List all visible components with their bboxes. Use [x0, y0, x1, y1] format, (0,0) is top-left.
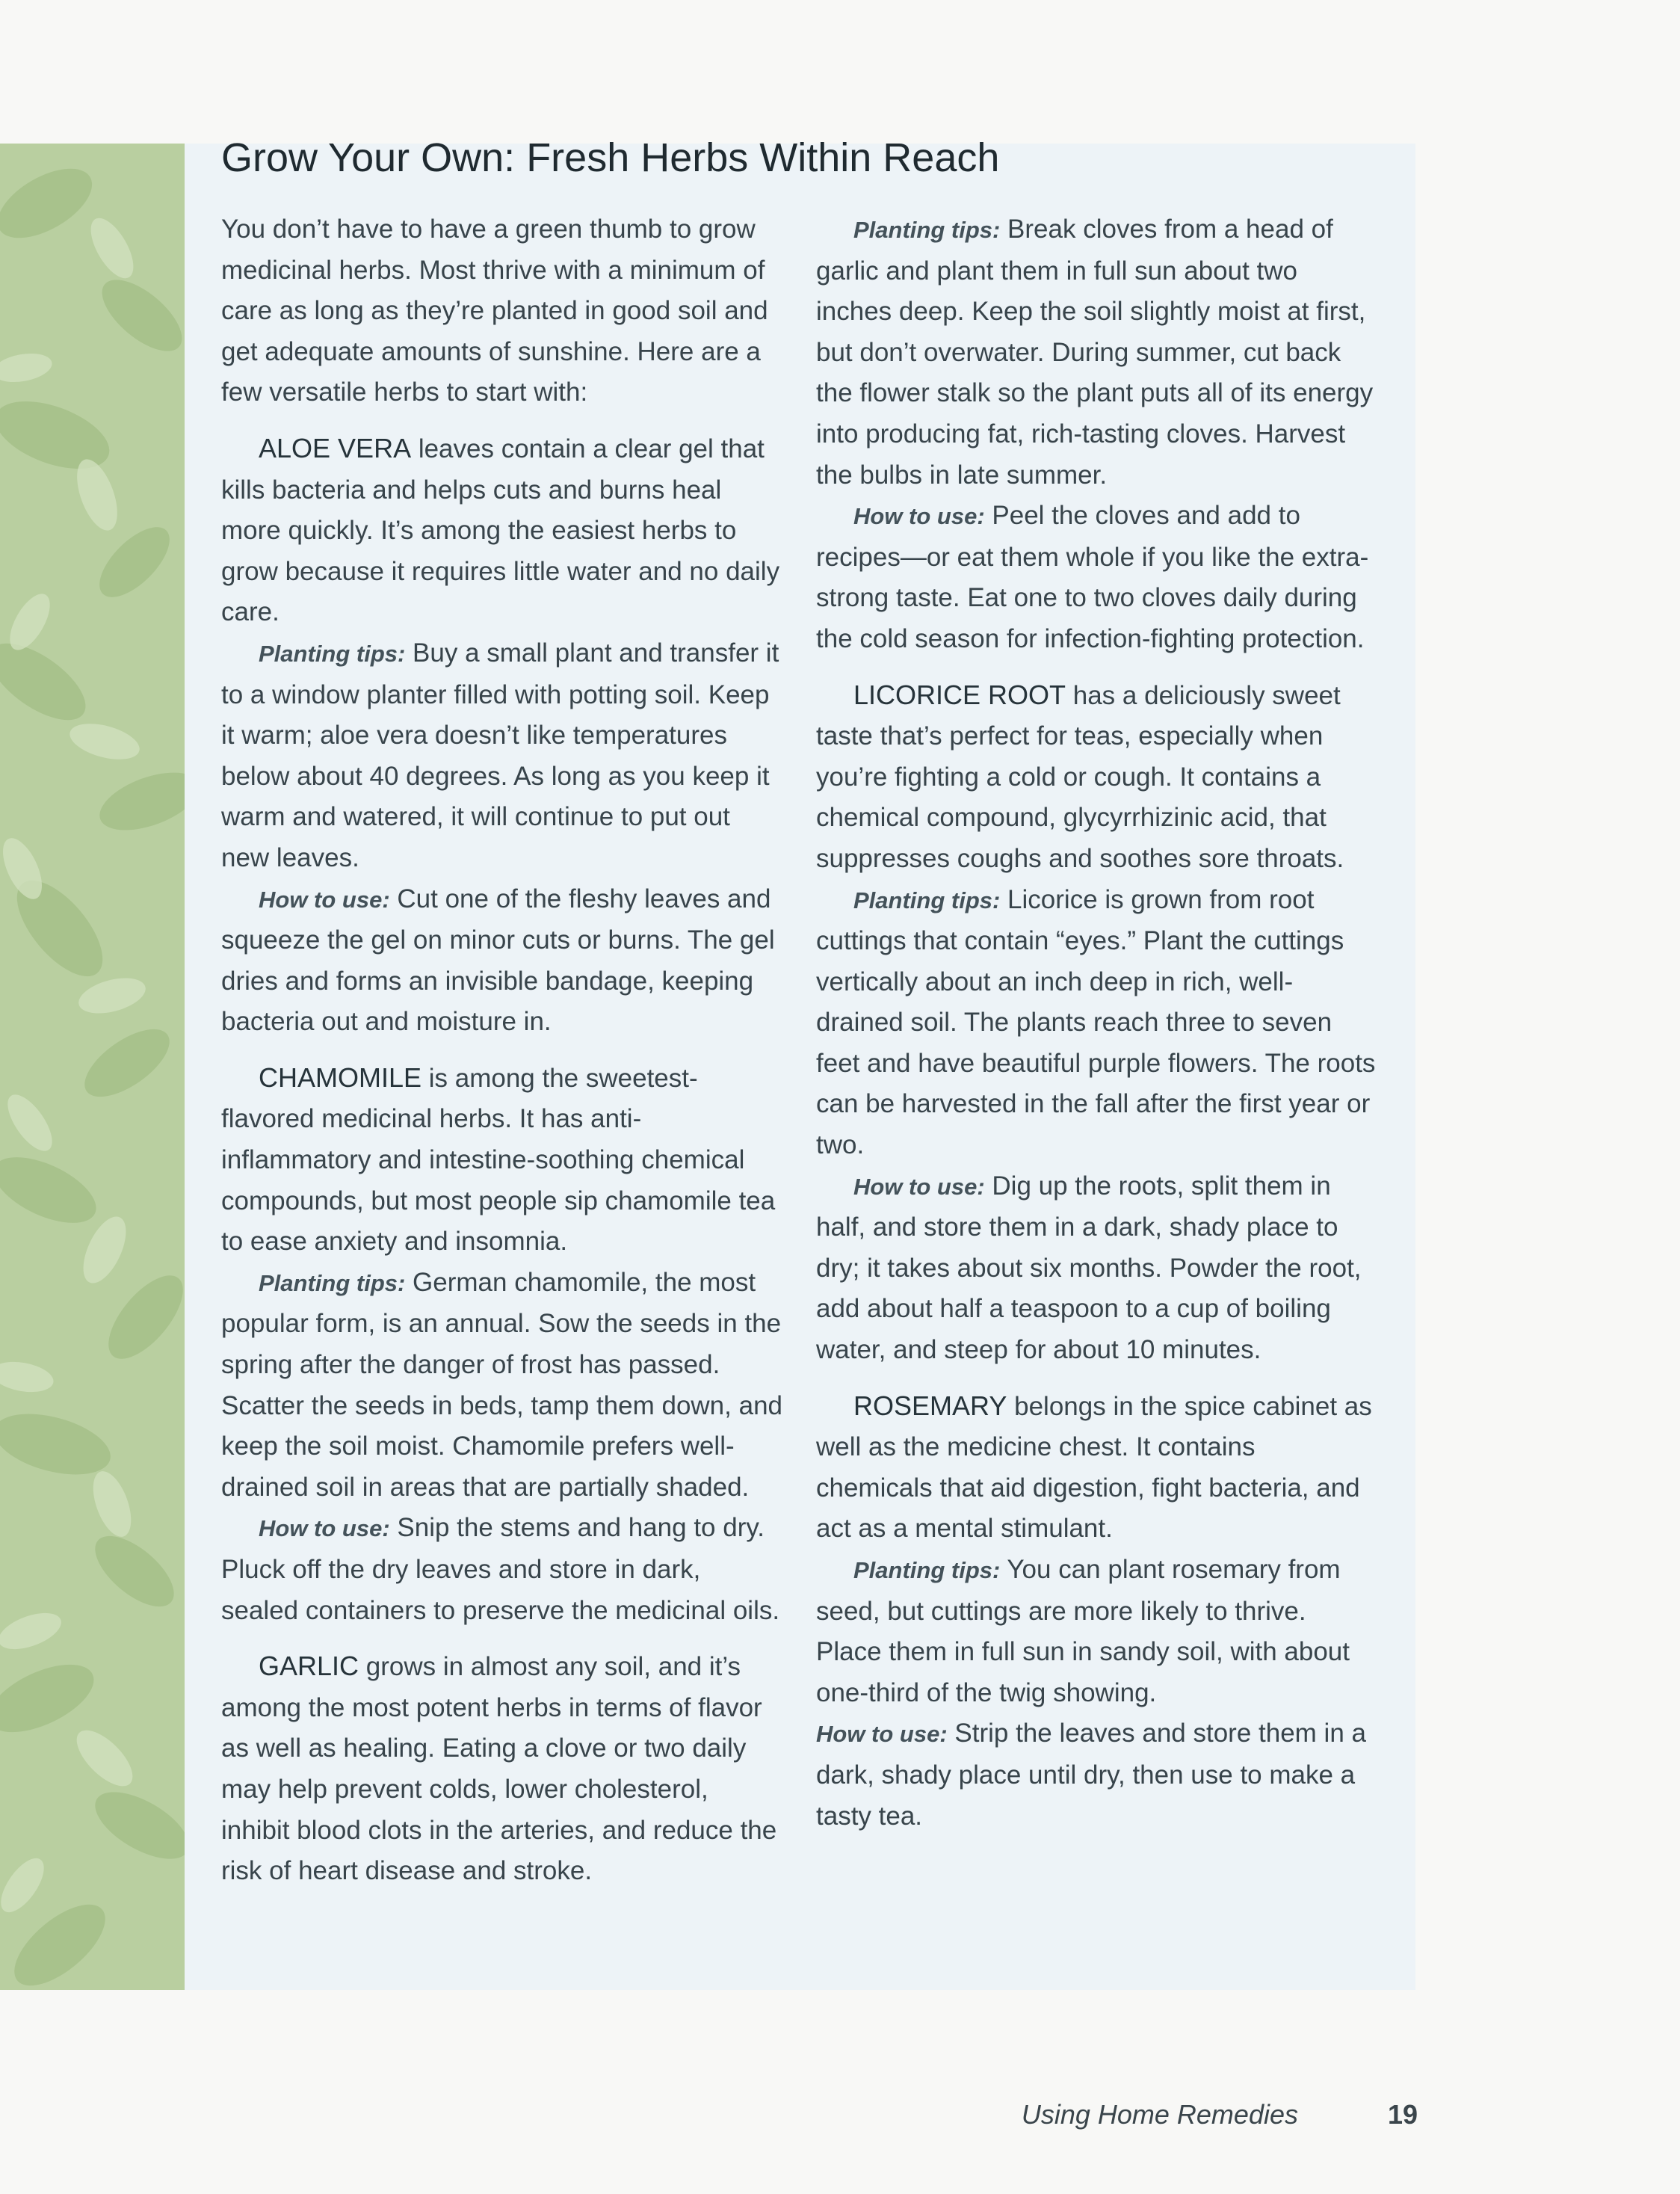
use-text: Strip the leaves and store them in a dark, shady place until dry, then use to make a tasty tea.	[816, 1719, 1366, 1831]
how-to-use-label: How to use:	[853, 503, 985, 530]
use-text: Peel the cloves and add to recipes—or eat them whole if you like the extra-strong taste. Eat one to two cloves daily during the cold season for infection-fighting protection.	[816, 501, 1369, 653]
planting-tips-label: Planting tips:	[853, 887, 1001, 913]
herb-description: has a deliciously sweet taste that’s perfect for teas, especially when you’re fighting a cold or cough. It contains a chemical compound, glycyrrhizinic acid, that suppresses coughs and soothes sore throats.	[816, 680, 1344, 873]
right-column	[816, 209, 1378, 1837]
planting-tips-label: Planting tips:	[259, 640, 406, 667]
licorice-root-entry	[816, 675, 1378, 880]
herb-description: grows in almost any soil, and it’s among the most potent herbs in terms of flavor as well as healing. Eating a clove or two daily may help prevent colds, lower cholesterol, inhibit blood clots in the arteries, and reduce the risk of heart disease and stroke.	[221, 1652, 777, 1886]
chamomile-planting	[221, 1263, 783, 1509]
planting-text: Break cloves from a head of garlic and plant them in full sun about two inches deep. Keep the soil slightly moist at first, but don’t overwater. During summer, cut back the flower stalk so the plant puts all of its energy into producing fat, rich-tasting cloves. Harvest the bulbs in late summer.	[816, 215, 1374, 490]
how-to-use-label: How to use:	[816, 1721, 948, 1748]
aloe-vera-planting	[221, 633, 783, 879]
how-to-use-label: How to use:	[259, 886, 390, 913]
page-title: Grow Your Own: Fresh Herbs Within Reach	[221, 135, 1000, 180]
garlic-planting	[816, 209, 1378, 496]
licorice-root-planting	[816, 880, 1378, 1166]
aloe-vera-entry	[221, 428, 783, 633]
planting-text: You can plant rosemary from seed, but cuttings are more likely to thrive. Place them in full sun in sandy soil, with about one-third of the twig showing.	[816, 1555, 1350, 1707]
chamomile-use	[221, 1508, 783, 1631]
rosemary-use	[816, 1713, 1378, 1837]
how-to-use-label: How to use:	[853, 1173, 985, 1200]
garlic-entry	[221, 1646, 783, 1892]
use-text: Cut one of the fleshy leaves and squeeze the gel on minor cuts or burns. The gel dries and forms an invisible bandage, keeping bacteria out and moisture in.	[221, 884, 775, 1037]
garlic-use	[816, 496, 1378, 659]
herb-name: ROSEMARY	[853, 1390, 1007, 1421]
use-text: Snip the stems and hang to dry. Pluck off the dry leaves and store in dark, sealed containers to preserve the medicinal oils.	[221, 1513, 780, 1625]
planting-tips-label: Planting tips:	[853, 217, 1001, 243]
chamomile-entry	[221, 1058, 783, 1263]
page-number: 19	[1387, 2099, 1418, 2130]
decorative-leaf-border	[0, 144, 185, 1990]
planting-text: German chamomile, the most popular form, is an annual. Sow the seeds in the spring after the danger of frost has passed. Scatter the seeds in beds, tamp them down, and keep the soil moist. Chamomile prefers well-drained soil in areas that are partially shaded.	[221, 1267, 782, 1502]
licorice-root-use	[816, 1166, 1378, 1371]
planting-text: Licorice is grown from root cuttings that contain “eyes.” Plant the cuttings vertically about an inch deep in rich, well-drained soil. The plants reach three to seven feet and have beautiful purple flowers. The roots can be harvested in the fall after the first year or two.	[816, 884, 1376, 1160]
herb-name: GARLIC	[259, 1651, 359, 1682]
herb-name: ALOE VERA	[259, 432, 412, 463]
leaf-pattern-icon	[0, 144, 185, 1990]
herb-name: LICORICE ROOT	[853, 679, 1066, 710]
page-footer	[1021, 2099, 1418, 2139]
planting-tips-label: Planting tips:	[853, 1557, 1001, 1583]
aloe-vera-use	[221, 879, 783, 1043]
intro-paragraph: You don’t have to have a green thumb to grow medicinal herbs. Most thrive with a minimum of care as long as they’re planted in good soil and get adequate amounts of sunshine. Here are a few versatile herbs to start with:	[221, 215, 768, 407]
footer-section-title: Using Home Remedies	[1021, 2099, 1298, 2130]
herb-description: is among the sweetest-flavored medicinal herbs. It has anti-inflammatory and intestine-soothing chemical compounds, but most people sip chamomile tea to ease anxiety and insomnia.	[221, 1063, 776, 1257]
herb-name: CHAMOMILE	[259, 1061, 422, 1093]
herb-description: leaves contain a clear gel that kills bacteria and helps cuts and burns heal more quickly. It’s among the easiest herbs to grow because it requires little water and no daily care.	[221, 434, 780, 627]
how-to-use-label: How to use:	[259, 1515, 390, 1542]
left-column	[221, 209, 783, 1892]
rosemary-entry	[816, 1386, 1378, 1550]
rosemary-planting	[816, 1550, 1378, 1713]
use-text: Dig up the roots, split them in half, and store them in a dark, shady place to dry; it takes about six months. Powder the root, add about half a teaspoon to a cup of boiling water, and steep for about 10 minutes.	[816, 1171, 1362, 1365]
herb-description: belongs in the spice cabinet as well as the medicine chest. It contains chemicals that aid digestion, fight bacteria, and act as a mental stimulant.	[816, 1391, 1372, 1544]
planting-tips-label: Planting tips:	[259, 1269, 406, 1296]
planting-text: Buy a small plant and transfer it to a window planter filled with potting soil. Keep it warm; aloe vera doesn’t like temperatures below about 40 degrees. As long as you keep it warm and watered, it will continue to put out new leaves.	[221, 638, 779, 872]
